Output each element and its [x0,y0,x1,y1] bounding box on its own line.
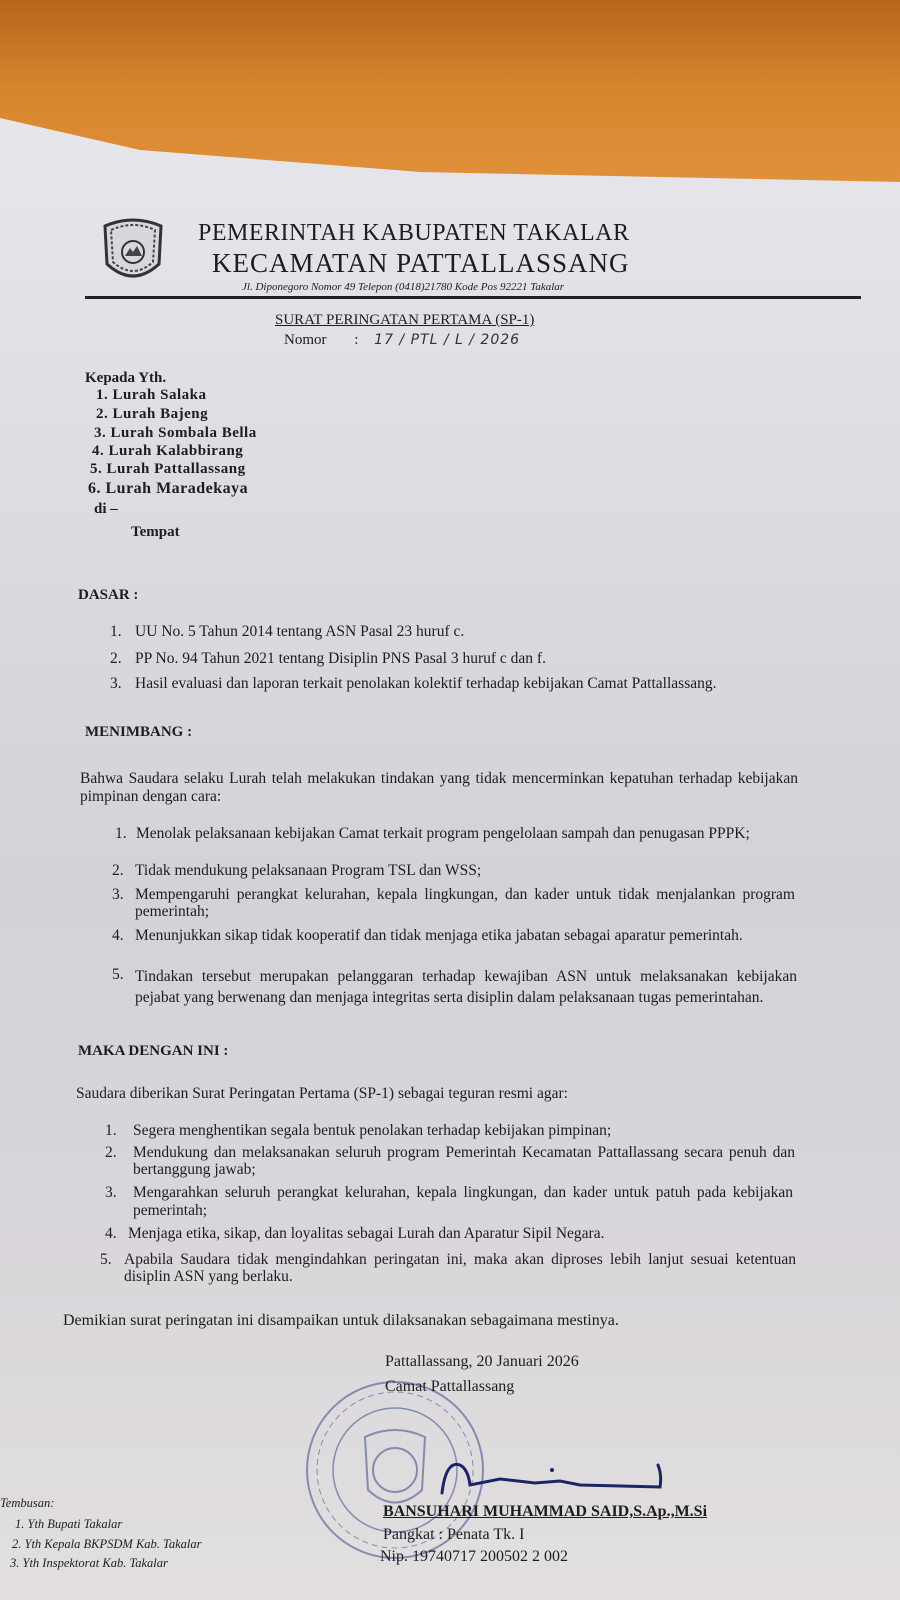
letterhead-line2: KECAMATAN PATTALLASSANG [212,248,630,278]
menimbang-item: Mempengaruhi perangkat kelurahan, kepala lingkungan, dan kader untuk tidak menjalankan program pemerintah; [135,886,795,920]
recipient-item: 4. Lurah Kalabbirang [92,443,244,459]
tembusan-heading: Tembusan: [0,1496,55,1510]
maka-heading: MAKA DENGAN INI : [78,1043,229,1059]
recipient-item: 2. Lurah Bajeng [96,406,209,422]
dasar-heading: DASAR : [78,587,139,603]
item-number: 1. [105,1122,117,1139]
signature-place-date: Pattallassang, 20 Januari 2026 [385,1353,579,1370]
item-number: 3. [110,675,122,692]
maka-item: Apabila Saudara tidak mengindahkan peringatan ini, maka akan diproses lebih lanjut sesuai ketentuan disiplin ASN yang berlaku. [124,1251,796,1285]
dasar-item: PP No. 94 Tahun 2021 tentang Disiplin PNS Pasal 3 huruf c dan f. [135,650,546,667]
recipient-item: 5. Lurah Pattallassang [90,461,246,477]
maka-intro: Saudara diberikan Surat Peringatan Pertama (SP-1) sebagai teguran resmi agar: [76,1085,568,1102]
recipient-item: 1. Lurah Salaka [96,387,207,403]
item-number: 4. [112,927,124,944]
item-number: 4. [105,1225,117,1242]
signature-position: Camat Pattallassang [385,1378,515,1395]
item-number: 5. [112,966,124,983]
menimbang-item: Tindakan tersebut merupakan pelanggaran terhadap kewajiban ASN untuk melaksanakan kebijakan pejabat yang berwenang dan menjaga integritas serta disiplin dalam pelaksanaan tugas pemerintahan. [135,968,797,1006]
nomor-sep: : [354,332,359,348]
menimbang-item: Menunjukkan sikap tidak kooperatif dan tidak menjaga etika jabatan sebagai aparatur pemerintah. [135,927,743,944]
maka-item: Mengarahkan seluruh perangkat kelurahan, kepala lingkungan, dan kader untuk patuh pada kebijakan pemerintah; [133,1184,793,1219]
letter-title: SURAT PERINGATAN PERTAMA (SP-1) [275,312,535,328]
letterhead-divider [85,296,861,299]
recipients-tempat: Tempat [131,524,180,540]
maka-item: Menjaga etika, sikap, dan loyalitas sebagai Lurah dan Aparatur Sipil Negara. [128,1225,605,1242]
takalar-emblem-logo [97,214,169,286]
letterhead-line1: PEMERINTAH KABUPATEN TAKALAR [198,220,630,246]
item-number: 2. [112,862,124,879]
item-number: 3. [112,886,124,903]
item-number: 3. [105,1184,117,1201]
item-number: 2. [110,650,122,667]
dasar-item: Hasil evaluasi dan laporan terkait penolakan kolektif terhadap kebijakan Camat Pattallassang. [135,675,717,692]
recipient-item: 6. Lurah Maradekaya [88,480,249,497]
item-number: 1. [110,623,122,640]
letterhead-address: Jl. Diponegoro Nomor 49 Telepon (0418)21780 Kode Pos 92221 Takalar [242,281,565,293]
nomor-label: Nomor [284,332,327,348]
tembusan-item: 1. Yth Bupati Takalar [15,1517,123,1531]
item-number: 5. [100,1251,112,1268]
recipients-di: di – [94,501,118,517]
signatory-name: BANSUHARI MUHAMMAD SAID,S.Ap.,M.Si [383,1503,708,1520]
tembusan-item: 3. Yth Inspektorat Kab. Takalar [10,1556,168,1570]
tembusan-item: 2. Yth Kepala BKPSDM Kab. Takalar [12,1537,202,1551]
recipients-heading: Kepada Yth. [85,370,167,386]
menimbang-item: Menolak pelaksanaan kebijakan Camat terkait program pengelolaan sampah dan penugasan PPPK; [136,825,750,842]
item-number: 2. [105,1144,117,1161]
maka-item: Segera menghentikan segala bentuk penolakan terhadap kebijakan pimpinan; [133,1122,612,1139]
nomor-value: 17 / PTL / L / 2026 [374,332,521,348]
signature [440,1455,665,1500]
signatory-nip: Nip. 19740717 200502 2 002 [380,1548,568,1565]
maka-item: Mendukung dan melaksanakan seluruh program Pemerintah Kecamatan Pattallassang secara penuh dan bertanggung jawab; [133,1144,795,1178]
signatory-rank: Pangkat : Penata Tk. I [383,1526,525,1543]
menimbang-item: Tidak mendukung pelaksanaan Program TSL dan WSS; [135,862,482,879]
menimbang-heading: MENIMBANG : [85,724,193,740]
letter-number [284,332,520,349]
closing-statement: Demikian surat peringatan ini disampaikan untuk dilaksanakan sebagaimana mestinya. [63,1312,619,1329]
menimbang-intro: Bahwa Saudara selaku Lurah telah melakukan tindakan yang tidak mencerminkan kepatuhan terhadap kebijakan pimpinan dengan cara: [80,770,798,805]
dasar-item: UU No. 5 Tahun 2014 tentang ASN Pasal 23 huruf c. [135,623,465,640]
item-number: 1. [115,825,127,842]
recipient-item: 3. Lurah Sombala Bella [94,425,257,441]
